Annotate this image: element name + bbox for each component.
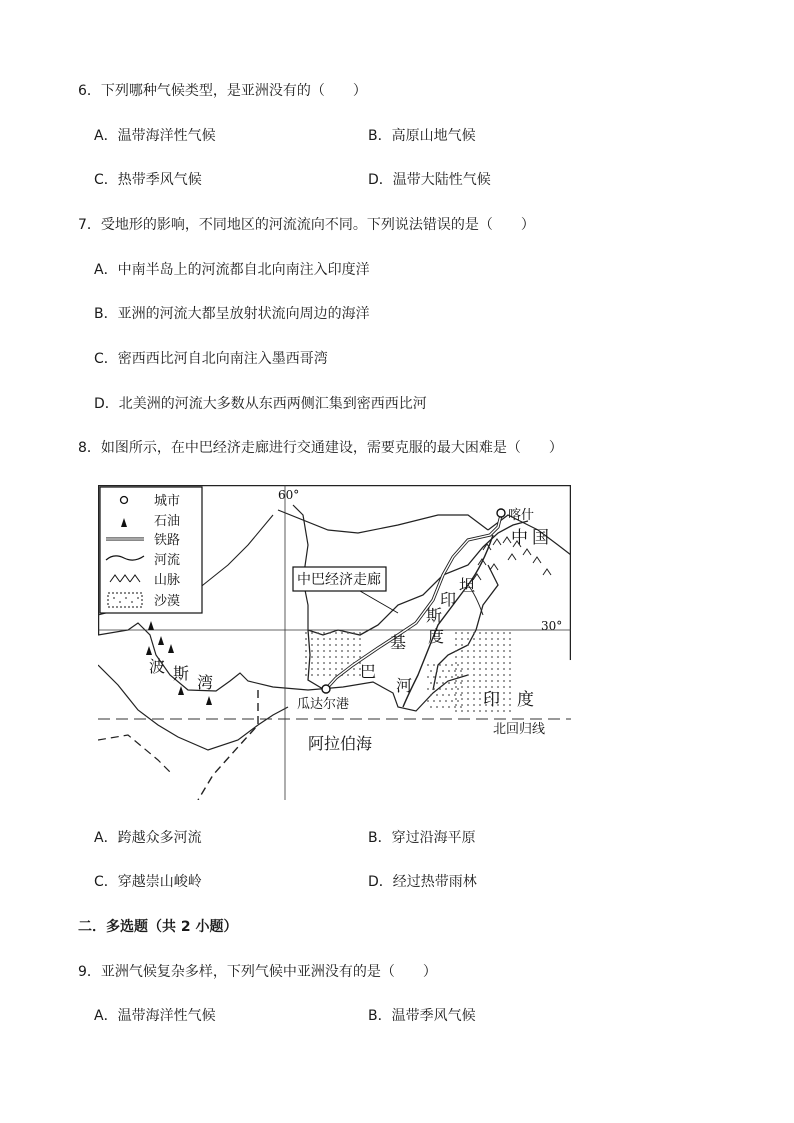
q9-option-b: B．温带季风气候 bbox=[368, 1008, 476, 1024]
section-2-heading: 二．多选题（共 2 小题） bbox=[78, 919, 238, 935]
legend-railway-label: 铁路 bbox=[154, 533, 181, 548]
india-river-label-2: 度 bbox=[428, 627, 445, 646]
gwadar-label: 瓜达尔港 bbox=[297, 697, 350, 712]
q8-stem: 8．如图所示，在中巴经济走廊进行交通建设，需要克服的最大困难是（ ） bbox=[78, 440, 563, 456]
china-label: 中国 bbox=[511, 528, 553, 548]
q6-option-d: D．温带大陆性气候 bbox=[368, 172, 491, 188]
legend-city-icon bbox=[121, 497, 128, 504]
india-country-label: 印 度 bbox=[483, 690, 534, 710]
q7-option-d: D．北美洲的河流大多数从东西两侧汇集到密西西比河 bbox=[94, 396, 427, 412]
pakistan-label-4: 坦 bbox=[459, 576, 476, 595]
gulf-label-1: 波 bbox=[149, 657, 166, 676]
q9-stem: 9．亚洲气候复杂多样，下列气候中亚洲没有的是（ ） bbox=[78, 964, 437, 980]
india-river-label-3: 河 bbox=[396, 676, 413, 695]
kashgar-label: 喀什 bbox=[508, 508, 535, 523]
latitude-label: 30° bbox=[541, 619, 563, 633]
q9-option-a: A．温带海洋性气候 bbox=[94, 1008, 216, 1024]
legend-mountain-label: 山脉 bbox=[154, 573, 181, 588]
q8-option-b: B．穿过沿海平原 bbox=[368, 830, 476, 846]
q8-option-a: A．跨越众多河流 bbox=[94, 830, 202, 846]
cpec-map-figure bbox=[98, 485, 571, 800]
pakistan-label-2: 基 bbox=[390, 633, 407, 652]
legend-river-label: 河流 bbox=[154, 553, 181, 568]
gulf-label-3: 湾 bbox=[197, 673, 214, 692]
q6-option-a: A．温带海洋性气候 bbox=[94, 128, 216, 144]
legend-desert-label: 沙漠 bbox=[154, 594, 181, 609]
map-legend bbox=[100, 487, 202, 613]
q7-option-a: A．中南半岛上的河流都自北向南注入印度洋 bbox=[94, 262, 370, 278]
q7-option-c: C．密西西比河自北向南注入墨西哥湾 bbox=[94, 351, 328, 367]
kashgar-city-marker bbox=[497, 509, 505, 517]
tropic-label: 北回归线 bbox=[493, 722, 546, 737]
legend-oil-label: 石油 bbox=[154, 514, 181, 529]
corridor-label: 中巴经济走廊 bbox=[297, 572, 381, 588]
longitude-label: 60° bbox=[278, 488, 300, 502]
q6-option-c: C．热带季风气候 bbox=[94, 172, 202, 188]
q6-option-b: B．高原山地气候 bbox=[368, 128, 476, 144]
q6-stem: 6．下列哪种气候类型，是亚洲没有的（ ） bbox=[78, 83, 367, 99]
q8-option-d: D．经过热带雨林 bbox=[368, 874, 477, 890]
india-river-label-1: 印 bbox=[440, 590, 457, 609]
gulf-label-2: 斯 bbox=[173, 664, 190, 683]
legend-city-label: 城市 bbox=[154, 494, 181, 509]
arabian-sea-label: 阿拉伯海 bbox=[308, 734, 373, 753]
legend-desert-icon bbox=[108, 593, 142, 607]
q7-stem: 7．受地形的影响，不同地区的河流流向不同。下列说法错误的是（ ） bbox=[78, 217, 535, 233]
pakistan-label-3: 斯 bbox=[426, 606, 443, 625]
q7-option-b: B．亚洲的河流大都呈放射状流向周边的海洋 bbox=[94, 306, 370, 322]
cpec-map-svg bbox=[98, 485, 571, 800]
pakistan-label-1: 巴 bbox=[360, 662, 377, 681]
q8-option-c: C．穿越崇山峻岭 bbox=[94, 874, 202, 890]
gwadar-city-marker bbox=[322, 685, 330, 693]
